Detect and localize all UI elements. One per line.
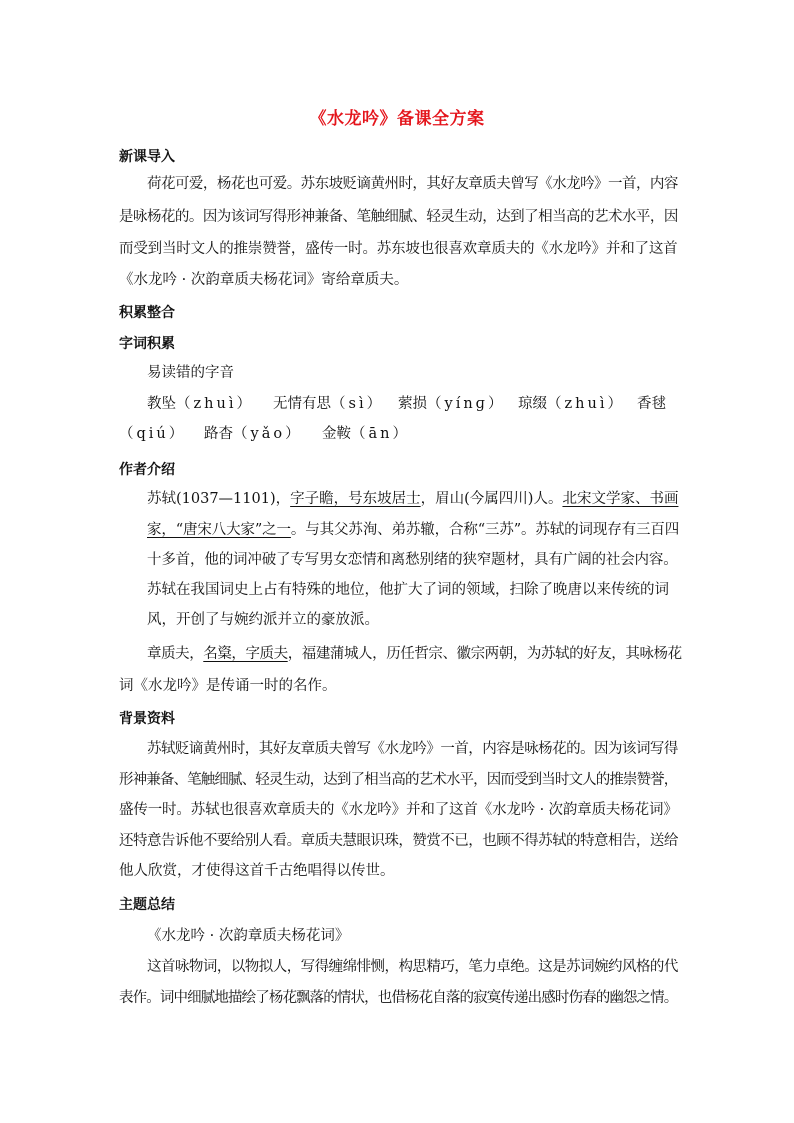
author-text: 。与其父苏洵、弟苏辙，合称“三苏”。苏轼的词现存有三百四 xyxy=(290,522,680,538)
vocab-subtitle: 易读错的字音 xyxy=(147,365,234,381)
vocab-pinyin: （zhuì） xyxy=(547,396,625,412)
intro-line: 《水龙吟 · 次韵章质夫杨花词》寄给章质夫。 xyxy=(119,272,409,288)
intro-line: 荷花可爱，杨花也可爱。苏东坡贬谪黄州时，其好友章质夫曾写《水龙吟》一首，内容 xyxy=(147,176,678,192)
author-title-underlined: 家，“唐宋八大家”之一 xyxy=(147,522,291,538)
section-heading-intro: 新课导入 xyxy=(119,149,175,165)
document-title: 《水龙吟》备课全方案 xyxy=(309,109,485,129)
vocab-pinyin: （zhuì） xyxy=(176,396,254,412)
vocab-item xyxy=(518,394,625,414)
theme-line: 这首咏物词，以物拟人，写得缠绵悱恻，构思精巧，笔力卓绝。这是苏词婉约风格的代 xyxy=(147,959,678,975)
background-line: 还特意告诉他不要给别人看。章质夫慧眼识珠，赞赏不已，也顾不得苏轼的特意相告，送给 xyxy=(119,833,678,849)
vocab-word: 萦损 xyxy=(398,396,427,412)
vocab-word: 教坠 xyxy=(147,396,176,412)
section-heading-background: 背景资料 xyxy=(119,711,175,727)
vocab-word: 金鞍 xyxy=(322,426,351,442)
author-line: 词《水龙吟》是传诵一时的名作。 xyxy=(119,678,337,694)
author-line: 十多首，他的词冲破了专写男女恋情和离愁别绪的狭窄题材，具有广阔的社会内容。 xyxy=(147,552,678,568)
theme-subtitle: 《水龙吟 · 次韵章质夫杨花词》 xyxy=(147,928,350,944)
background-line: 他人欣赏，才使得这首千古绝唱得以传世。 xyxy=(119,863,395,879)
author-line: 苏轼在我国词史上占有特殊的地位，他扩大了词的领域，扫除了晚唐以来传统的词 xyxy=(147,582,669,598)
vocab-item xyxy=(147,394,254,414)
vocab-word: 香毬 xyxy=(637,396,666,412)
author-name-underlined: 名楶，字质夫 xyxy=(203,646,288,662)
background-line: 盛传一时。苏轼也很喜欢章质夫的《水龙吟》并和了这首《水龙吟 · 次韵章质夫杨花词》 xyxy=(119,802,678,818)
vocab-pinyin: （yínɡ） xyxy=(427,396,506,412)
author-line: 风，开创了与婉约派并立的豪放派。 xyxy=(147,612,379,628)
author-text: ，福建蒲城人，历任哲宗、徽宗两朝，为苏轼的好友，其咏杨花 xyxy=(287,646,682,662)
vocab-item xyxy=(204,424,303,444)
section-heading-author: 作者介绍 xyxy=(119,462,175,478)
author-line xyxy=(147,489,678,509)
author-name-underlined: 字子瞻，号东坡居士 xyxy=(290,491,421,507)
vocab-pinyin: （yǎo） xyxy=(233,426,303,442)
background-line: 苏轼贬谪黄州时，其好友章质夫曾写《水龙吟》一首，内容是咏杨花的。因为该词写得 xyxy=(147,741,678,757)
author-text: 苏轼(1037—1101)， xyxy=(147,491,291,507)
vocab-item xyxy=(322,424,410,444)
vocab-word: 路杳 xyxy=(204,426,233,442)
author-text: ，眉山(今属四川)人。 xyxy=(420,491,563,507)
author-text: 章质夫， xyxy=(147,646,204,662)
intro-line: 而受到当时文人的推崇赞誉，盛传一时。苏东坡也很喜欢章质夫的《水龙吟》并和了这首 xyxy=(119,241,678,257)
vocab-pinyin: （qiú） xyxy=(119,426,187,442)
vocab-item xyxy=(398,394,505,414)
vocab-word: 无情有思 xyxy=(273,396,331,412)
background-line: 形神兼备、笔触细腻、轻灵生动，达到了相当高的艺术水平，因而受到当时文人的推崇赞誉， xyxy=(119,772,678,788)
author-line xyxy=(147,520,679,540)
section-heading-theme: 主题总结 xyxy=(119,897,175,913)
section-heading-accumulation: 积累整合 xyxy=(119,305,175,321)
intro-line: 是咏杨花的。因为该词写得形神兼备、笔触细腻、轻灵生动，达到了相当高的艺术水平，因 xyxy=(119,209,678,225)
vocab-item xyxy=(273,394,384,414)
theme-line: 表作。词中细腻地描绘了杨花飘落的情状，也借杨花自落的寂寞传递出感时伤春的幽怨之情。 xyxy=(119,990,678,1006)
author-line xyxy=(147,644,682,664)
vocab-item xyxy=(119,424,186,444)
vocab-item xyxy=(637,394,666,414)
section-heading-vocab: 字词积累 xyxy=(119,336,175,352)
vocab-word: 琼缀 xyxy=(518,396,547,412)
vocab-pinyin: （sì） xyxy=(331,396,385,412)
author-title-underlined: 北宋文学家、书画 xyxy=(562,491,679,507)
vocab-pinyin: （ān） xyxy=(351,426,410,442)
